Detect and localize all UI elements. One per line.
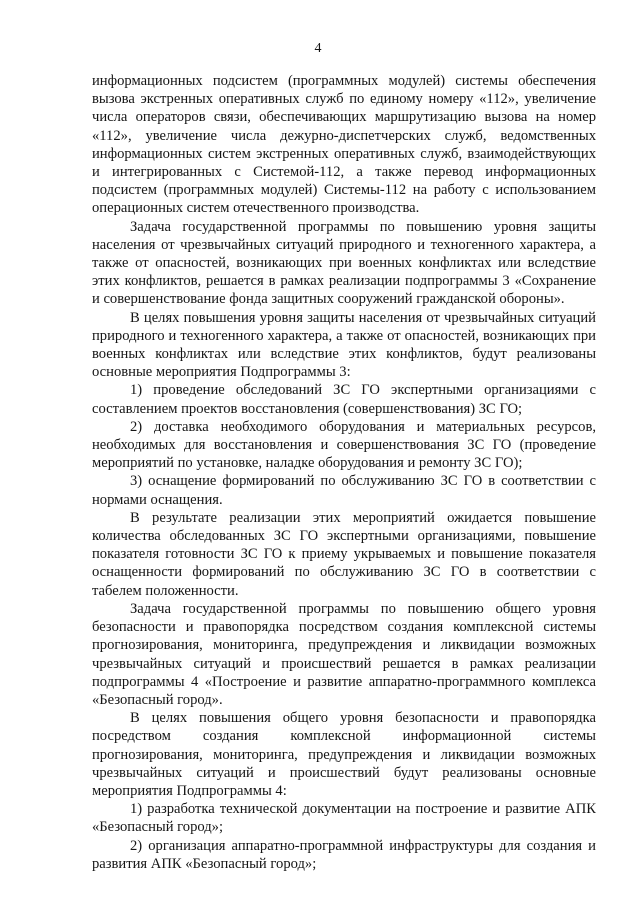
list-item-equipment: 3) оснащение формирований по обслуживанию ЗС ГО в соответствии с нормами оснащения.	[92, 473, 596, 508]
list-item-documentation: 1) разработка технической документации на построение и развитие АПК «Безопасный город»;	[92, 801, 596, 836]
document-body	[92, 72, 596, 873]
paragraph-measures-subprogram-4: В целях повышения общего уровня безопасности и правопорядка посредством создания комплексной информационной системы прогнозирования, мониторинга, предупреждения и ликвидации возможных чрезвычайных ситуаций и происшествий будут реализованы основные мероприятия Подпрограммы 4:	[92, 710, 596, 799]
paragraph-task-subprogram-3: Задача государственной программы по повышению уровня защиты населения от чрезвычайных ситуаций природного и техногенного характера, а также от опасностей, возникающих при военных конфликтах или вследствие этих конфликтов, решается в рамках реализации подпрограммы 3 «Сохранение и совершенствование фонда защитных сооружений гражданской обороны».	[92, 218, 596, 308]
paragraph-task-subprogram-4: Задача государственной программы по повышению общего уровня безопасности и правопорядка посредством создания комплексной системы прогнозирования, мониторинга, предупреждения и ликвидации возможных чрезвычайных ситуаций и происшествий решается в рамках реализации подпрограммы 4 «Построение и развитие аппаратно-программного комплекса «Безопасный город».	[92, 600, 596, 708]
page-number: 4	[314, 41, 322, 56]
paragraph-results: В результате реализации этих мероприятий ожидается повышение количества обследованных ЗС ГО экспертными организациями, повышение показателя готовности ЗС ГО к приему укрываемых и повышение показателя оснащенности формирований по обслуживанию ЗС ГО в соответствии с табелем положенности.	[92, 509, 596, 599]
list-item-infrastructure: 2) организация аппаратно-программной инфраструктуры для создания и развития АПК «Безопасный город»;	[92, 837, 596, 872]
paragraph-continuation: информационных подсистем (программных модулей) системы обеспечения вызова экстренных оперативных служб по единому номеру «112», увеличение числа операторов связи, обеспечивающих маршрутизацию вызова на номер «112», увеличение числа дежурно-диспетчерских служб, ведомственных информационных систем экстренных оперативных служб, взаимодействующих и интегрированных с Системой-112, а также перевод информационных подсистем (программных модулей) Системы-112 на работу с использованием операционных систем отечественного производства.	[92, 73, 596, 217]
list-item-delivery: 2) доставка необходимого оборудования и материальных ресурсов, необходимых для восстановления и совершенствования ЗС ГО (проведение мероприятий по установке, наладке оборудования и ремонту ЗС ГО);	[92, 418, 596, 472]
paragraph-measures-subprogram-3: В целях повышения уровня защиты населения от чрезвычайных ситуаций природного и техногенного характера, а также от опасностей, возникающих при военных конфликтах или вследствие этих конфликтов, будут реализованы основные мероприятия Подпрограммы 3:	[92, 309, 596, 381]
list-item-survey: 1) проведение обследований ЗС ГО экспертными организациями с составлением проектов восстановления (совершенствования) ЗС ГО;	[92, 382, 596, 417]
